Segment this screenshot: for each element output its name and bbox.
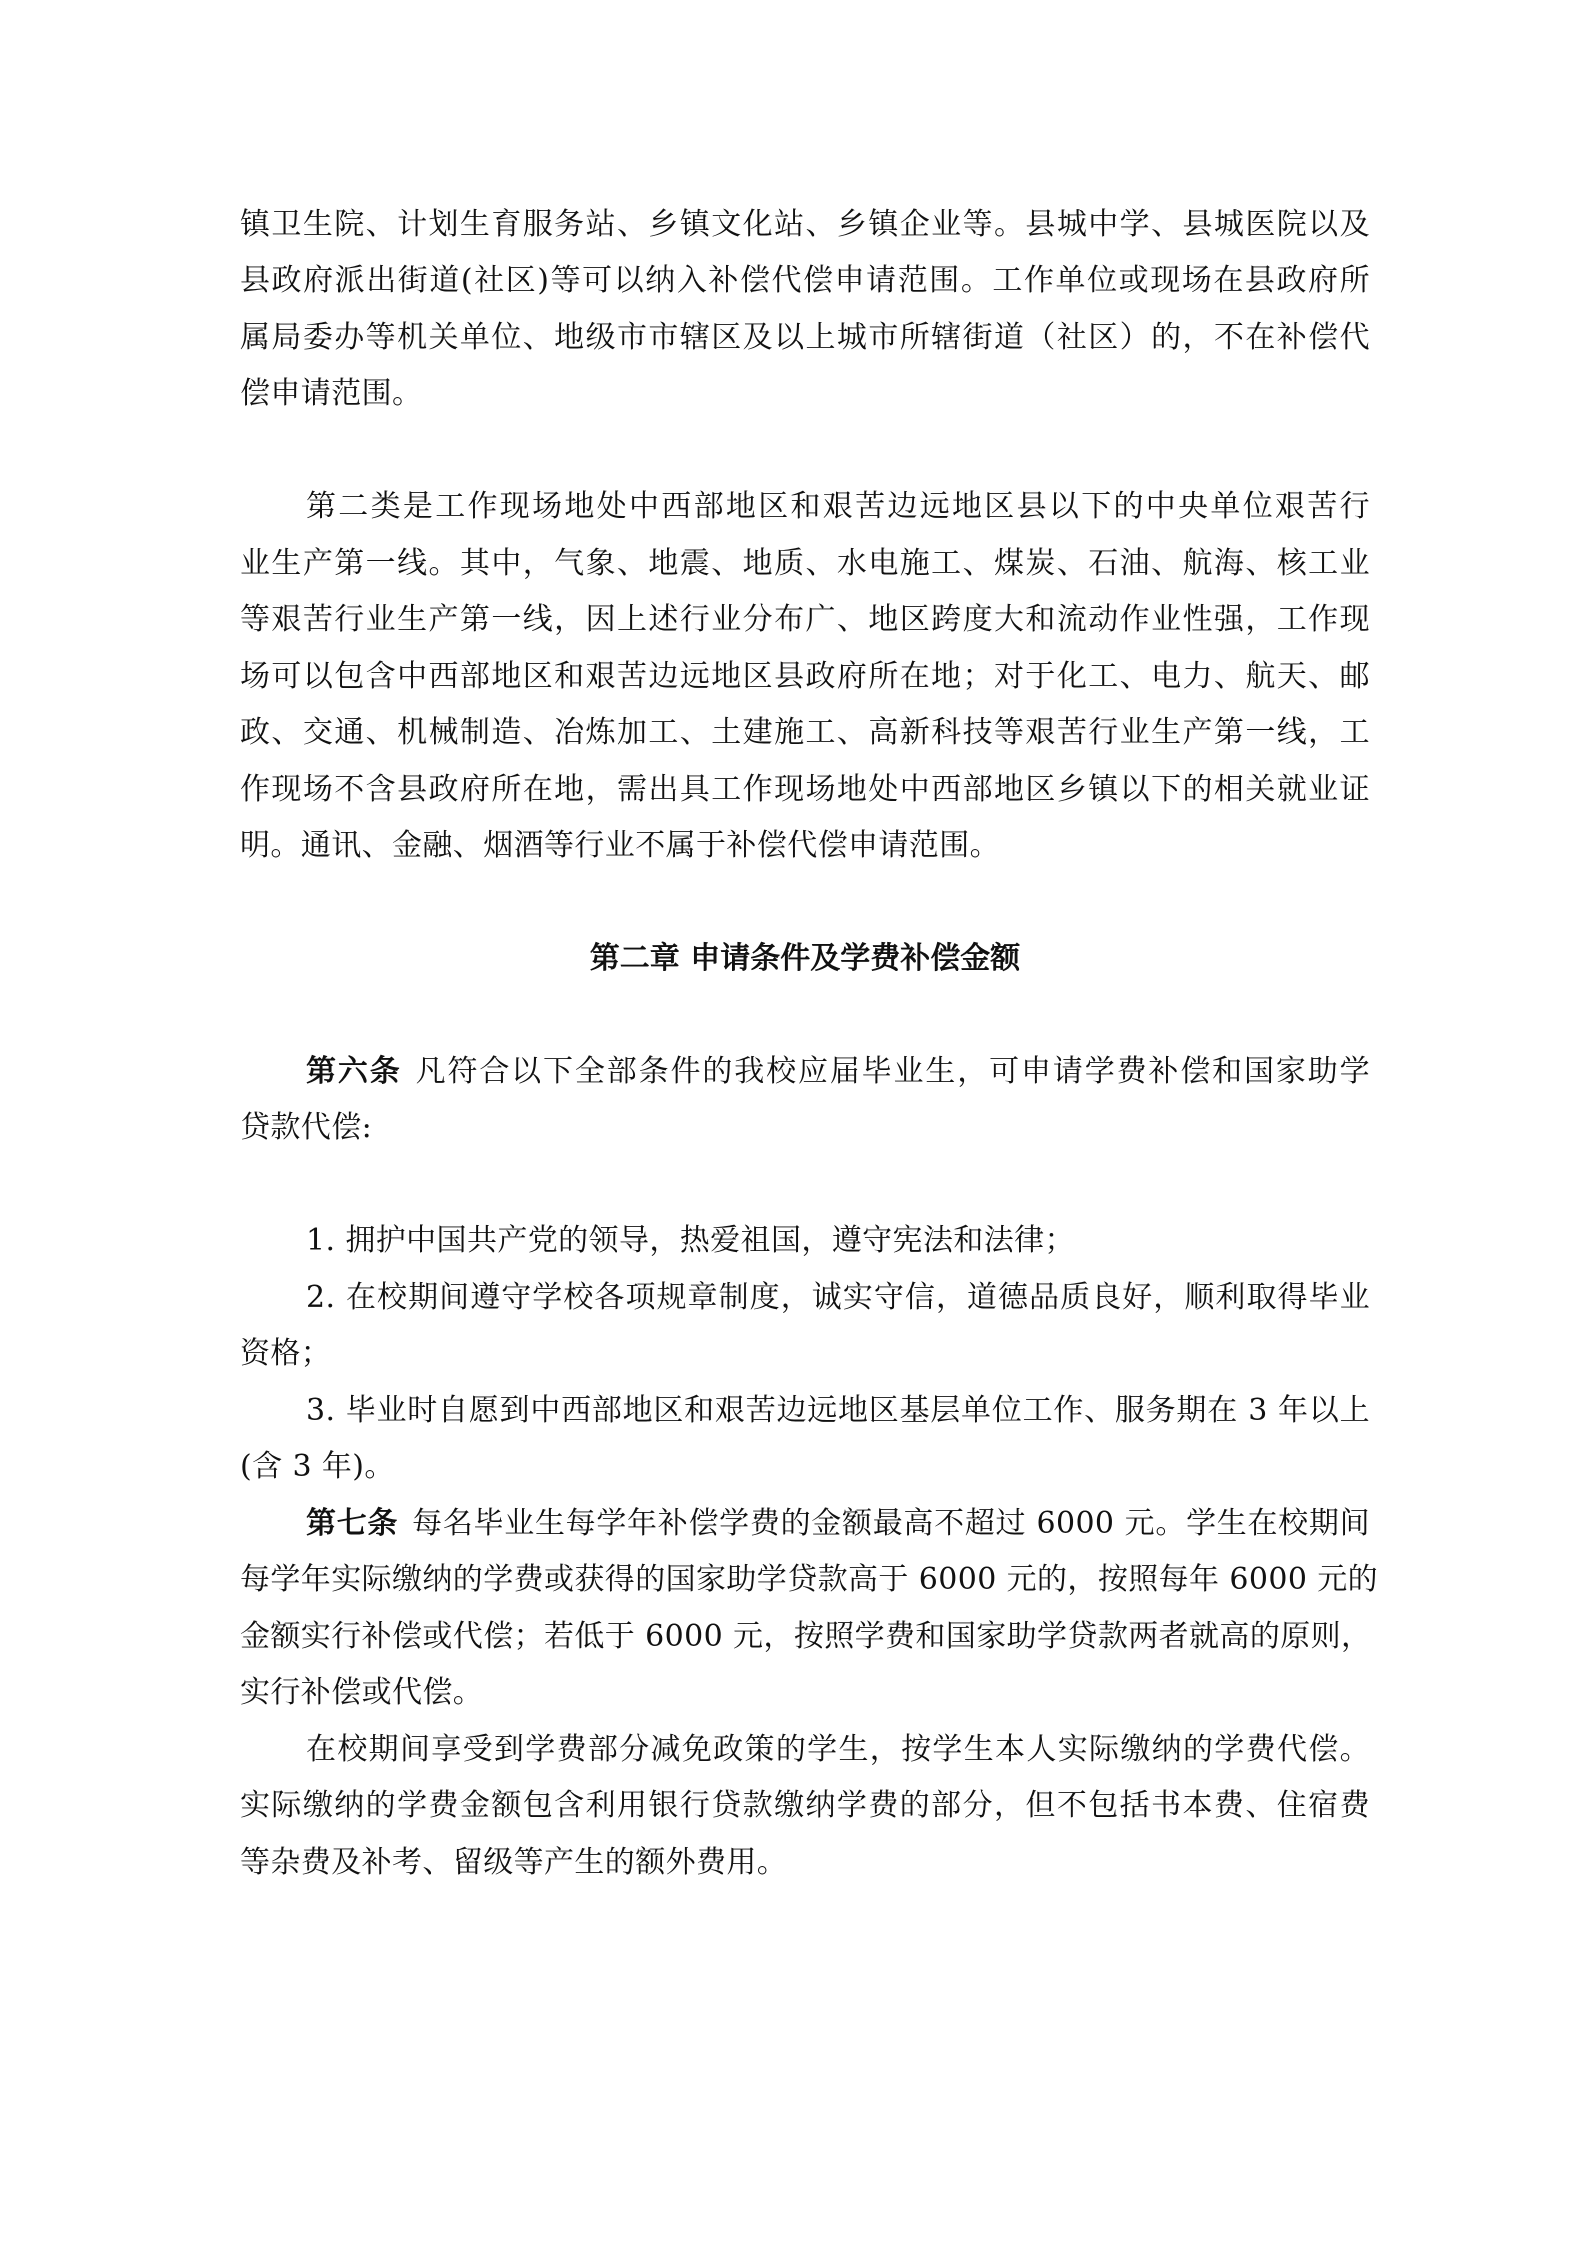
article-6 xyxy=(306,1052,1370,1092)
condition-item: (含 3 年)。 xyxy=(240,1449,395,1484)
paragraph-line: 金额实行补偿或代偿；若低于 6000 元，按照学费和国家助学贷款两者就高的原则， xyxy=(240,1619,1372,1654)
paragraph-line: 贷款代偿: xyxy=(240,1110,373,1145)
paragraph-line: 场可以包含中西部地区和艰苦边远地区县政府所在地；对于化工、电力、航天、邮 xyxy=(240,659,1370,694)
article-7-text: 每名毕业生每学年补偿学费的金额最高不超过 6000 元。学生在校期间 xyxy=(412,1506,1370,1541)
paragraph-line: 等杂费及补考、留级等产生的额外费用。 xyxy=(240,1845,788,1880)
paragraph-line: 偿申请范围。 xyxy=(240,376,423,411)
article-7-label: 第七条 xyxy=(306,1506,399,1541)
paragraph-line: 实行补偿或代偿。 xyxy=(240,1675,484,1710)
paragraph-line: 作现场不含县政府所在地，需出具工作现场地处中西部地区乡镇以下的相关就业证 xyxy=(240,772,1370,807)
condition-item: 3. 毕业时自愿到中西部地区和艰苦边远地区基层单位工作、服务期在 3 年以上 xyxy=(306,1393,1370,1428)
paragraph-line: 业生产第一线。其中，气象、地震、地质、水电施工、煤炭、石油、航海、核工业 xyxy=(240,546,1370,581)
chapter-title: 第二章 申请条件及学费补偿金额 xyxy=(589,941,1021,976)
paragraph-line: 镇卫生院、计划生育服务站、乡镇文化站、乡镇企业等。县城中学、县城医院以及 xyxy=(240,207,1370,242)
condition-item: 2. 在校期间遵守学校各项规章制度，诚实守信，道德品质良好，顺利取得毕业 xyxy=(306,1280,1370,1315)
article-6-label: 第六条 xyxy=(306,1054,402,1089)
paragraph-line: 每学年实际缴纳的学费或获得的国家助学贷款高于 6000 元的，按照每年 6000 元的 xyxy=(240,1562,1379,1597)
article-6-text: 凡符合以下全部条件的我校应届毕业生，可申请学费补偿和国家助学 xyxy=(415,1054,1371,1089)
paragraph-line: 政、交通、机械制造、冶炼加工、土建施工、高新科技等艰苦行业生产第一线，工 xyxy=(240,715,1370,750)
paragraph-line: 实际缴纳的学费金额包含利用银行贷款缴纳学费的部分，但不包括书本费、住宿费 xyxy=(240,1788,1370,1823)
condition-item: 1. 拥护中国共产党的领导，热爱祖国，遵守宪法和法律； xyxy=(306,1223,1075,1258)
paragraph-line: 明。通讯、金融、烟酒等行业不属于补偿代偿申请范围。 xyxy=(240,828,1000,863)
paragraph-line: 等艰苦行业生产第一线，因上述行业分布广、地区跨度大和流动作业性强，工作现 xyxy=(240,602,1370,637)
condition-item: 资格； xyxy=(240,1336,332,1371)
article-7 xyxy=(306,1504,1370,1544)
paragraph-line: 在校期间享受到学费部分减免政策的学生，按学生本人实际缴纳的学费代偿。 xyxy=(306,1732,1370,1767)
paragraph-line: 属局委办等机关单位、地级市市辖区及以上城市所辖街道（社区）的，不在补偿代 xyxy=(240,320,1370,355)
paragraph-line: 县政府派出街道(社区)等可以纳入补偿代偿申请范围。工作单位或现场在县政府所 xyxy=(240,263,1370,298)
paragraph-line: 第二类是工作现场地处中西部地区和艰苦边远地区县以下的中央单位艰苦行 xyxy=(306,489,1370,524)
